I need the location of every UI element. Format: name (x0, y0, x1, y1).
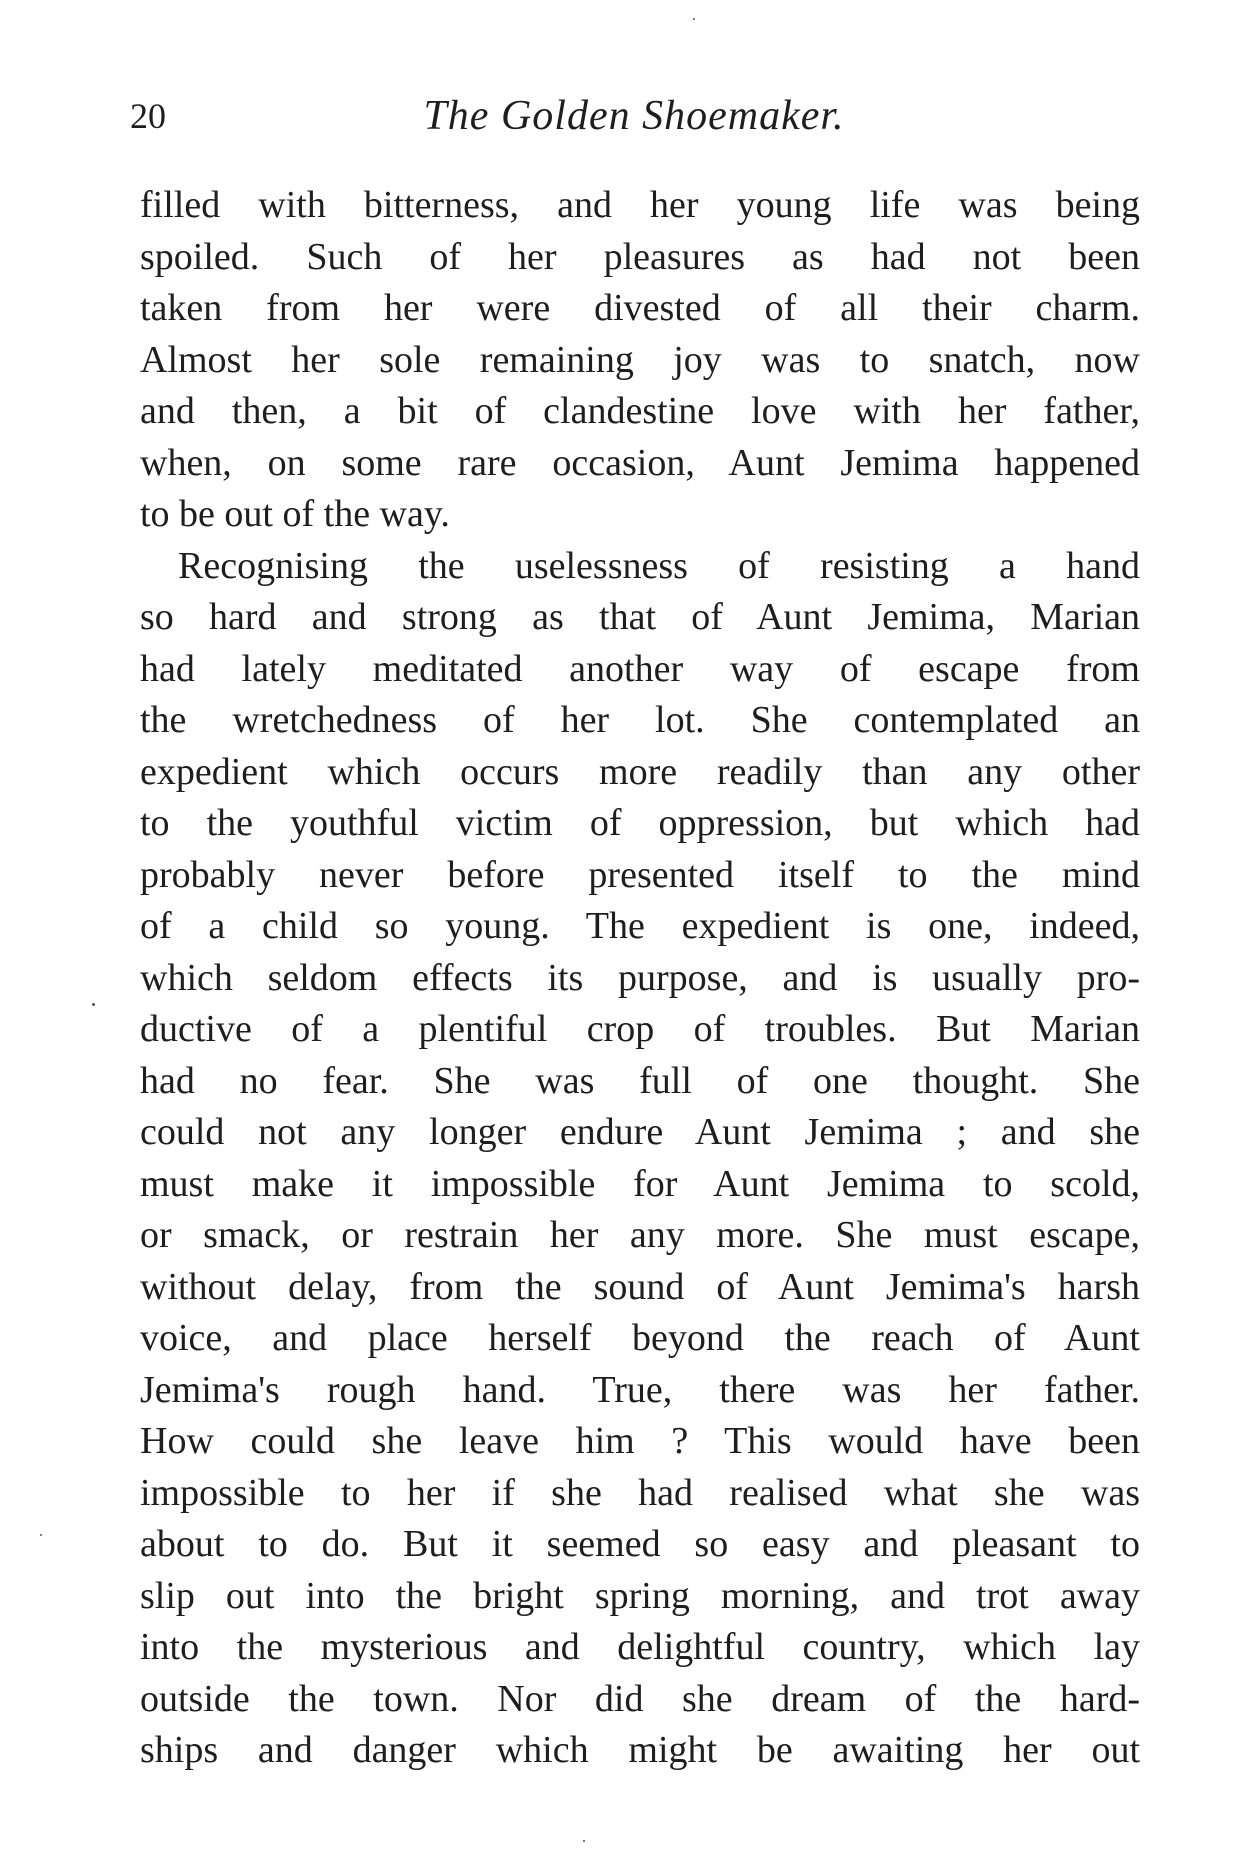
text-line: when, on some rare occasion, Aunt Jemima happened (140, 441, 1140, 484)
text-line: without delay, from the sound of Aunt Jemima's harsh (140, 1265, 1140, 1308)
text-line: which seldom effects its purpose, and is usually pro- (140, 956, 1140, 999)
page-header (130, 88, 1138, 144)
text-line: must make it impossible for Aunt Jemima to scold, (140, 1162, 1140, 1205)
text-line-paragraph-end: to be out of the way. (140, 493, 450, 535)
text-line: about to do. But it seemed so easy and pleasant to (140, 1523, 1140, 1565)
text-line: ships and danger which might be awaiting her out (140, 1729, 1140, 1771)
text-line: voice, and place herself beyond the reach of Aunt (140, 1317, 1140, 1359)
text-line: Almost her sole remaining joy was to snatch, now (140, 338, 1140, 381)
text-line: to the youthful victim of oppression, but which had (140, 802, 1140, 844)
scan-speck (693, 18, 695, 20)
page-number: 20 (130, 96, 166, 136)
text-line: and then, a bit of clandestine love with her father, (140, 390, 1140, 432)
text-line: outside the town. Nor did she dream of the hard- (140, 1677, 1140, 1720)
text-line: had lately meditated another way of escape from (140, 647, 1140, 690)
scan-speck (92, 1003, 95, 1006)
text-line: had no fear. She was full of one thought. She (140, 1059, 1140, 1102)
text-line: so hard and strong as that of Aunt Jemima, Marian (140, 596, 1140, 638)
text-line: slip out into the bright spring morning, and trot away (140, 1574, 1140, 1617)
text-line: filled with bitterness, and her young life was being (140, 184, 1140, 226)
text-line: impossible to her if she had realised what she was (140, 1471, 1140, 1514)
text-line: the wretchedness of her lot. She contemplated an (140, 699, 1140, 741)
scan-speck (40, 1534, 42, 1536)
text-line: probably never before presented itself to the mind (140, 853, 1140, 896)
scan-speck (583, 1840, 585, 1842)
text-line: spoiled. Such of her pleasures as had not been (140, 235, 1140, 278)
text-line: How could she leave him ? This would have been (140, 1420, 1140, 1462)
running-title: The Golden Shoemaker. (423, 93, 845, 139)
body-text (140, 180, 1140, 1777)
text-line: expedient which occurs more readily than any other (140, 750, 1140, 793)
text-line: of a child so young. The expedient is one, indeed, (140, 905, 1140, 947)
text-line: into the mysterious and delightful country, which lay (140, 1626, 1140, 1668)
text-line: or smack, or restrain her any more. She must escape, (140, 1214, 1140, 1256)
text-line: could not any longer endure Aunt Jemima ; and she (140, 1111, 1140, 1153)
text-line: ductive of a plentiful crop of troubles. But Marian (140, 1008, 1140, 1050)
text-line: Jemima's rough hand. True, there was her father. (140, 1368, 1140, 1411)
text-line: taken from her were divested of all their charm. (140, 287, 1140, 329)
text-line-paragraph-start: Recognising the uselessness of resisting a hand (178, 544, 1140, 587)
